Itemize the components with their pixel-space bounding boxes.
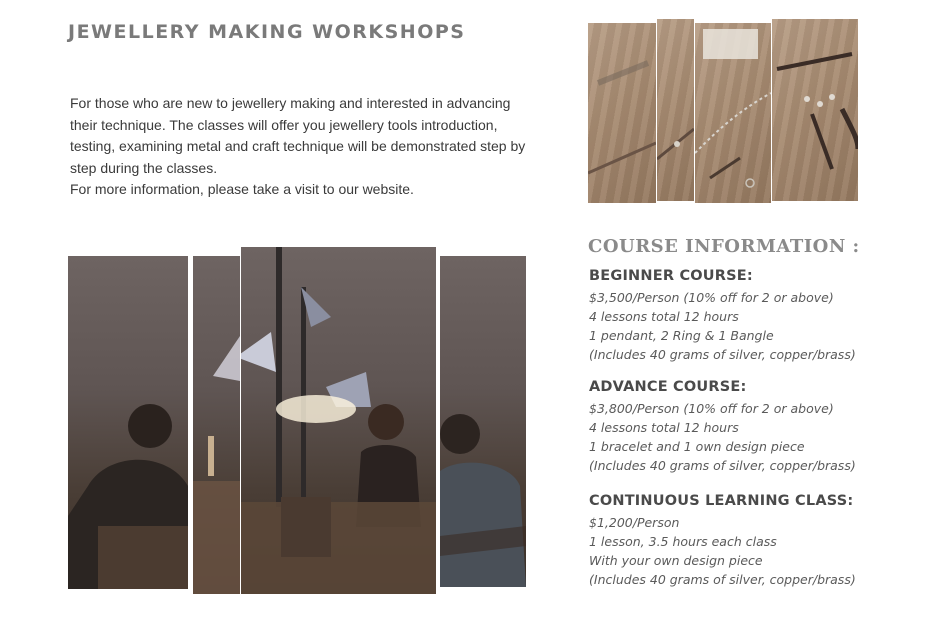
tools-photo-art — [657, 19, 694, 201]
course-beginner — [589, 268, 929, 364]
workshop-photo-art — [193, 256, 240, 594]
workshop-photo-art — [68, 256, 188, 589]
course-name: ADVANCE COURSE: — [589, 379, 747, 395]
course-duration: 4 lessons total 12 hours — [589, 420, 739, 435]
intro-paragraph: For those who are new to jewellery making and interested in advancing their technique. The classes will offer you jewellery tools introduction, testing, examining metal and craft technique will be demonstrated step by step during the classes. — [70, 95, 526, 176]
intro-text — [70, 93, 540, 201]
workshop-photo-slice — [241, 247, 436, 594]
workshop-photo-slice — [440, 256, 526, 587]
tools-photo-art — [588, 23, 656, 203]
course-price: $3,800/Person (10% off for 2 or above) — [589, 401, 834, 416]
course-advance — [589, 379, 929, 475]
course-materials: (Includes 40 grams of silver, copper/brass) — [589, 572, 856, 587]
course-duration: 1 lesson, 3.5 hours each class — [589, 534, 777, 549]
workshop-photo-art — [241, 247, 436, 594]
tools-photo-slice — [772, 19, 858, 201]
tools-photo-slice — [695, 23, 771, 203]
course-price: $1,200/Person — [589, 515, 680, 530]
tools-photo-art — [695, 23, 771, 203]
course-pieces: With your own design piece — [589, 553, 763, 568]
more-info-text: For more information, please take a visit to our website. — [70, 181, 414, 197]
page-title: JEWELLERY MAKING WORKSHOPS — [68, 21, 466, 43]
course-continuous-learning — [589, 493, 929, 589]
tools-photo-slice — [588, 23, 656, 203]
course-materials: (Includes 40 grams of silver, copper/brass) — [589, 347, 856, 362]
workshop-photo-slice — [193, 256, 240, 594]
course-duration: 4 lessons total 12 hours — [589, 309, 739, 324]
course-pieces: 1 bracelet and 1 own design piece — [589, 439, 805, 454]
tools-photo-art — [772, 19, 858, 201]
course-materials: (Includes 40 grams of silver, copper/brass) — [589, 458, 856, 473]
course-information-heading: COURSE INFORMATION : — [588, 236, 860, 257]
workshop-photo-slice — [68, 256, 188, 589]
course-name: BEGINNER COURSE: — [589, 268, 753, 284]
course-name: CONTINUOUS LEARNING CLASS: — [589, 493, 854, 509]
workshop-photo-art — [440, 256, 526, 587]
tools-photo-slice — [657, 19, 694, 201]
course-price: $3,500/Person (10% off for 2 or above) — [589, 290, 834, 305]
course-pieces: 1 pendant, 2 Ring & 1 Bangle — [589, 328, 774, 343]
